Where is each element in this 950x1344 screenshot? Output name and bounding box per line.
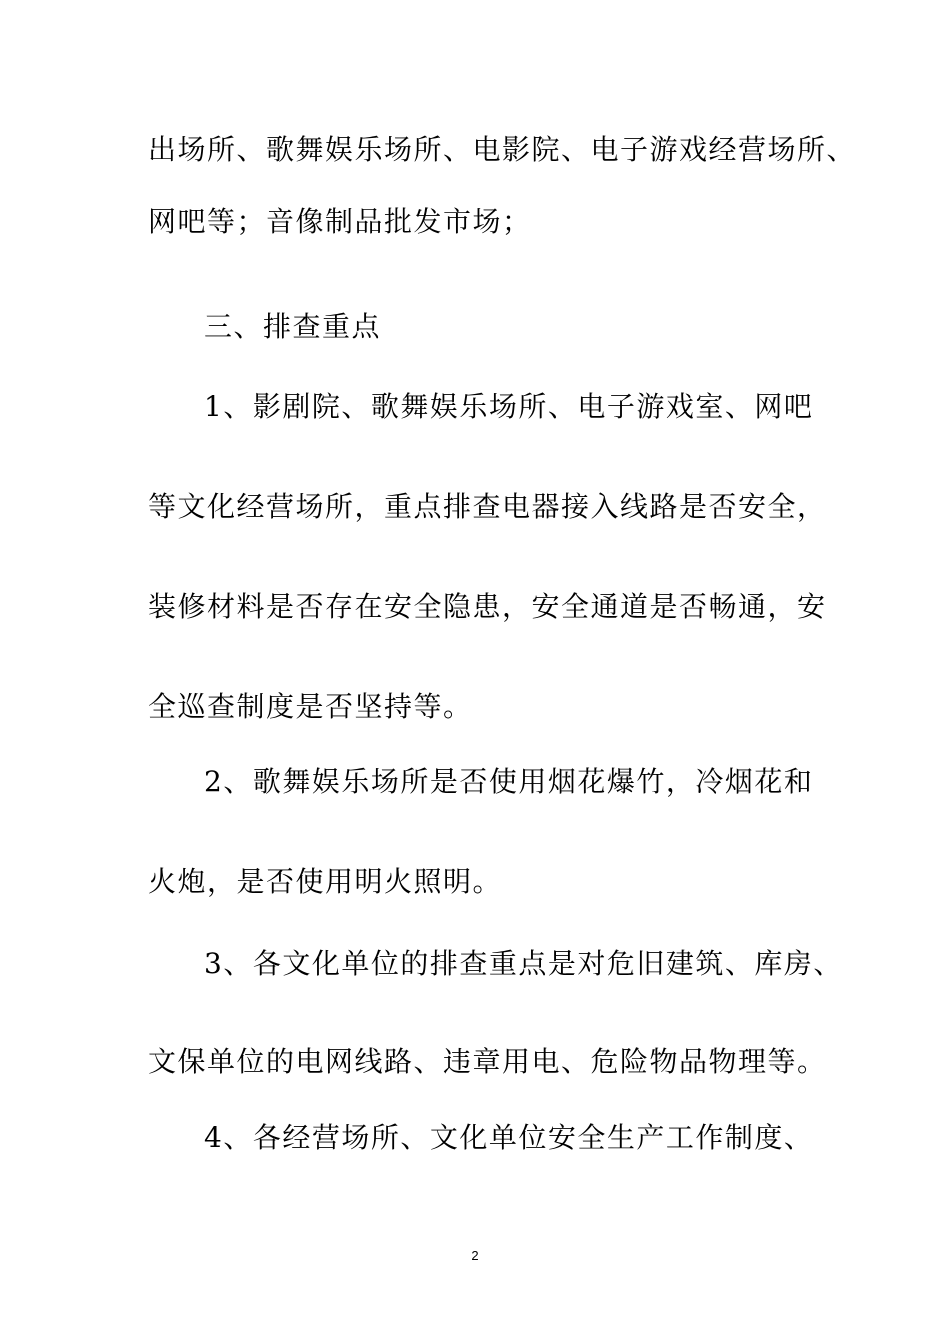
text-line: 文保单位的电网线路、违章用电、危险物品物理等。 [148, 1045, 827, 1078]
page-number: 2 [471, 1248, 479, 1263]
section-heading: 三、排查重点 [204, 310, 382, 343]
text-line: 1、影剧院、歌舞娱乐场所、电子游戏室、网吧 [204, 390, 814, 423]
text-line: 3、各文化单位的排查重点是对危旧建筑、库房、 [204, 947, 843, 980]
text-line: 全巡查制度是否坚持等。 [148, 690, 473, 723]
text-line: 火炮，是否使用明火照明。 [148, 865, 503, 898]
text-line: 4、各经营场所、文化单位安全生产工作制度、 [204, 1121, 814, 1154]
text-line: 网吧等；音像制品批发市场； [148, 205, 532, 238]
text-line: 2、歌舞娱乐场所是否使用烟花爆竹，冷烟花和 [204, 765, 814, 798]
text-line: 装修材料是否存在安全隐患，安全通道是否畅通，安 [148, 590, 827, 623]
text-line: 出场所、歌舞娱乐场所、电影院、电子游戏经营场所、 [148, 133, 857, 166]
text-line: 等文化经营场所，重点排查电器接入线路是否安全， [148, 490, 827, 523]
